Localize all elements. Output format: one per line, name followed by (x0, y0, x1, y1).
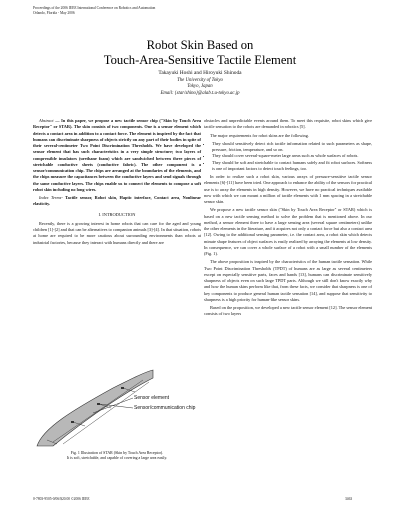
page-number: 3463 (345, 497, 353, 501)
requirement-item: • They should be soft and stretchable to contact humans safely and fit robot surfaces. Softness is one of important factors to detect touch feelings, too. (212, 160, 372, 173)
proceedings-header (33, 6, 155, 15)
title-line-1: Robot Skin Based on (146, 38, 254, 52)
right-paragraph-4: We propose a new tactile sensor skin ("Skin by Touch Area Receptor" or STAR) which is based on a new tactile sensing method to solve the problem that is mentioned above. In our method, a sensor element three to have a large sensing area (several square centimeters) unlike the other elements in the literature, and it acquires not only a contact force but also a contact area [12]. Owing to the additional sensing parameter, i.e. the contact area, a robot skin which detects minute shape features of object surfaces is easily realized by arraying the elements at low density. In consequence, we can cover a whole surface of a robot with a small number of the elements (Fig. 1). (204, 207, 372, 256)
title-line-2: Touch-Area-Sensitive Tactile Element (103, 53, 297, 67)
right-paragraph-6: Based on the proposition, we developed a new tactile sensor element [12]. The sensor element consists of two layers (204, 305, 372, 317)
figure-label-sensor-element: Sensor element (134, 395, 170, 401)
right-paragraph-5: The above proposition is inspired by the characteristics of the human tactile sensation. While Two Point Discrimination Thresholds (TPDT) of humans are as large as several centimeters except on especially sensitive parts, faces and hands [13], humans can discriminate sensitively sharpness of objects even on such large TPDT parts. Although we still don't know exactly why and how the human skins perform like that, from these facts, we consider that sharpness is one of key components to produce general human tactile sensation [14], and suppose that sensitivity to sharpness is a high priority for human-like sensor skins. (204, 259, 372, 302)
requirements-list (204, 141, 372, 172)
index-terms-label: Index Terms (39, 195, 62, 200)
left-column (33, 118, 201, 248)
affiliation (0, 78, 400, 97)
requirement-item: • They should cover several-square-meter large areas such as whole surfaces of robots. (212, 153, 372, 159)
requirement-item: • They should sensitively detect rich tactile information related to such parameters as shape, pressure, friction, temperature, and so on. (212, 141, 372, 154)
affiliation-line-1: The University of Tokyo (177, 78, 223, 83)
right-paragraph-2: The major requirements for robot skins are the following. (210, 132, 309, 138)
intro-paragraph-1: Recently, there is a growing interest in home robots that can care for the aged and young children [1]-[2] and that can be alternatives to companion animals [3]-[4]. In that situation, robots at home are required to be more cautious about surrounding environments than robots at industrial factories, because they interact with humans directly and there are (33, 220, 202, 245)
star-skin-illustration (33, 358, 201, 450)
paper-title (0, 38, 400, 68)
right-column (204, 118, 372, 320)
figure-caption-line-2: It is soft, stretchable, and capable of covering a large area easily. (66, 456, 168, 460)
right-paragraph-1: obstacles and unpredictable events around them. To meet this requisite, robot skins which give tactile sensation to the robots are demanded in robotics [5]. (204, 118, 372, 130)
figure-caption (33, 451, 201, 461)
header-line-2: Orlando, Florida - May 2006 (33, 10, 75, 15)
affiliation-email: Email: {star/shino}@alab.t.u-tokyo.ac.jp (160, 90, 240, 96)
index-terms-paragraph (33, 195, 201, 208)
header-line-1: Proceedings of the 2006 IEEE International Conference on Robotics and Automation (33, 6, 156, 10)
affiliation-line-2: Tokyo, Japan (187, 84, 213, 90)
index-terms-text: - Tactile sensor, Robot skin, Haptic interface, Contact area, Nonlinear elasticity. (33, 195, 201, 207)
figure-label-chip: Sensor/communication chip (134, 405, 196, 411)
author-names: Takayuki Hoshi and Hiroyuki Shinoda (158, 70, 242, 76)
figure-1 (33, 358, 201, 450)
figure-caption-line-1: Fig. 1 Illustration of STAR (Skin by Touch Area Receptor). (70, 451, 164, 455)
footer-copyright: 0-7803-9505-0/06/$20.00 ©2006 IEEE (33, 497, 90, 501)
right-paragraph-3: In order to realize such a robot skin, various arrays of pressure-sensitive tactile sensor elements [6]-[11] have been tried. One approach to enhance the ability of the sensors for practical use is to array the elements in high density. However, we have no practical techniques available now with which we can mount a million of tactile elements with 1 mm spacing in a stretchable sensor skin. (204, 174, 372, 204)
abstract-text: In this paper, we propose a new tactile sensor chip ("Skin by Touch Area Receptor" or STAR). The skin consists of two components. One is a sensor element which detects a contact area in addition to a contact force. The element is inspired by the fact that humans can discriminate sharpness of objects strictly on any part of their bodies in spite of their several-centimeter Two Point Discrimination Thresholds. We have developed the sensor element that has such characteristics in a very simple structure; two layers of compressible insulators (urethane foam) which are sandwiched between three pieces of stretchable conductive sheets (conductive fabric). The other component is a sensor/communication chip. The chips are arranged at the boundaries of the elements, and the chips measure the capacitances between the conductive layers and send signals through the same conductive layers. The chips enable us to connect the elements to compose a soft robot skin including no long wires. (33, 118, 202, 192)
abstract-paragraph: Abstract — In this paper, we propose a new tactile sensor chip ("Skin by Touch Area Receptor" or STAR). The skin consists of two components. One is a sensor element which detects a contact area in addition to a contact force. The element is inspired by the fact that humans can discriminate sharpness of objects strictly on any part of their bodies in spite of their several-centimeter Two Point Discrimination Thresholds. We have developed the sensor element that has such characteristics in a very simple structure; two layers of compressible insulators (urethane foam) which are sandwiched between three pieces of stretchable conductive sheets (conductive fabric). The other component is a sensor/communication chip. The chips are arranged at the boundaries of the elements, and the chips measure the capacitances between the conductive layers and send signals through the same conductive layers. The chips enable us to connect the elements to compose a soft robot skin including no long wires. (33, 118, 202, 192)
section-heading-introduction: I. INTRODUCTION (98, 211, 136, 217)
abstract-label: Abstract (39, 118, 54, 123)
